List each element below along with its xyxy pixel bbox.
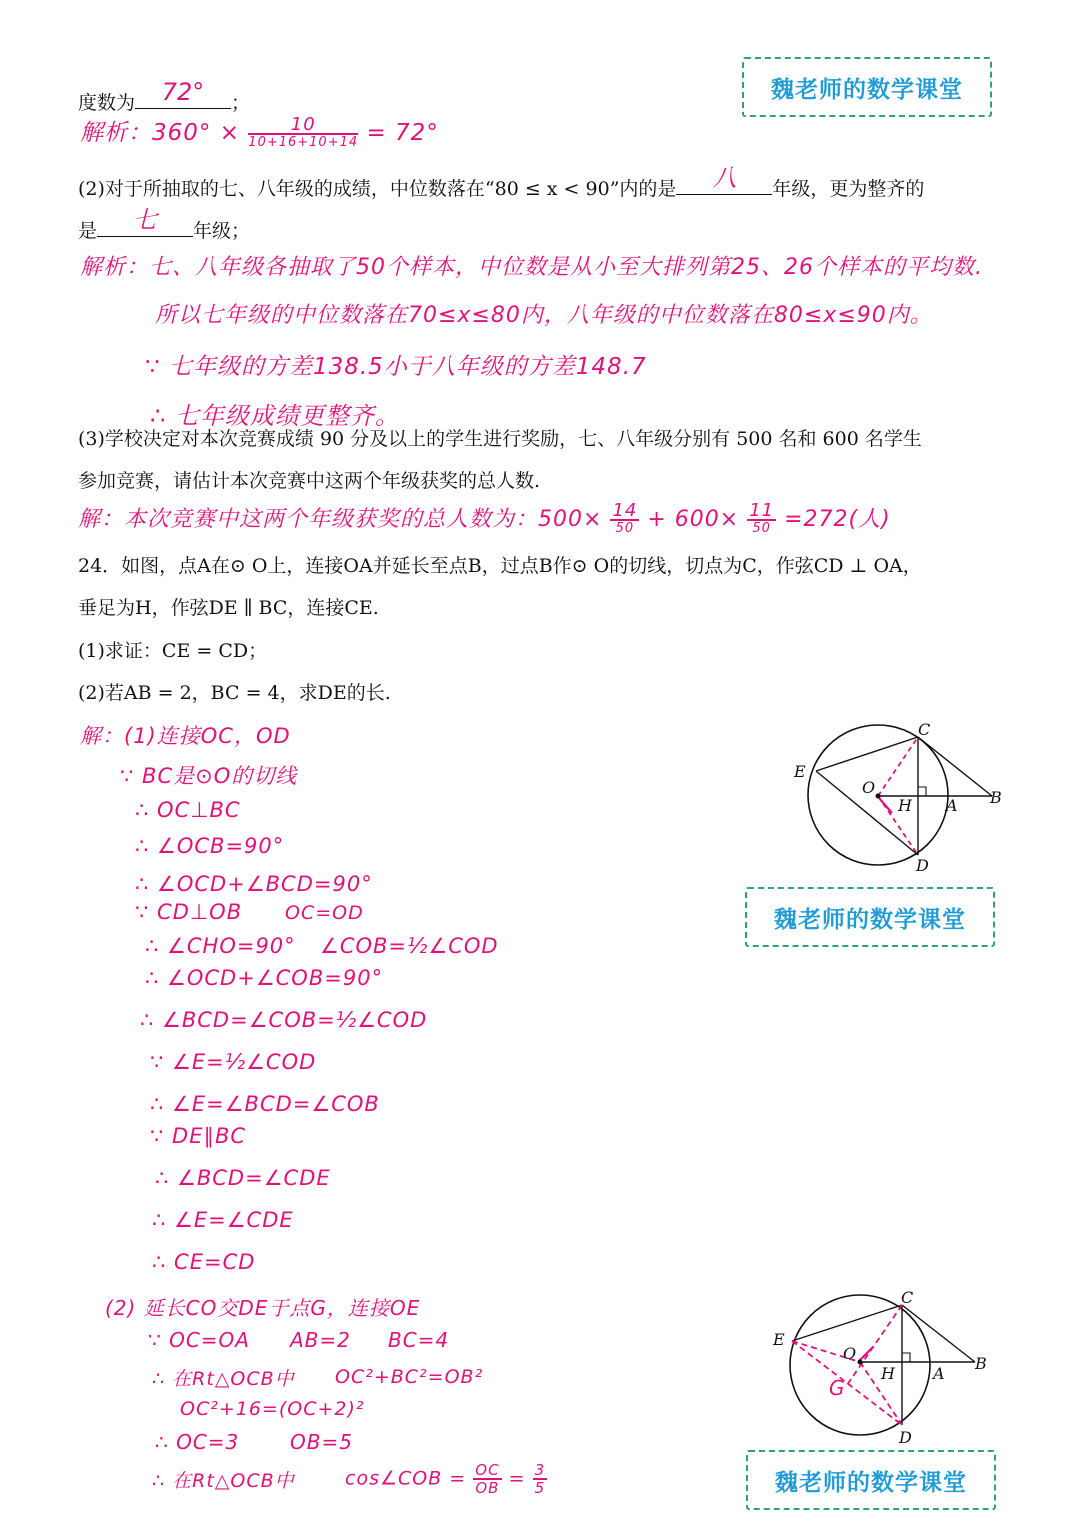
q2-line1-prefix: (2)对于所抽取的七、八年级的成绩，中位数落在“80 ≤ x < 90”内的是 <box>78 178 677 200</box>
q24-solution-line: ∴ 在Rt△OCB中 <box>152 1368 295 1390</box>
q3-line1: (3)学校决定对本次竞赛成绩 90 分及以上的学生进行奖励，七、八年级分别有 500 名和 600 名学生 <box>78 428 922 450</box>
q24-solution-line: ∵ DE∥BC <box>150 1124 247 1148</box>
q3-solution <box>78 502 891 537</box>
cos-fraction-value <box>533 1462 548 1496</box>
q24-solution-line: 解：(1)连接OC，OD <box>80 724 291 748</box>
q24-solution-line: OB=5 <box>290 1430 353 1454</box>
watermark-stamp: 魏老师的数学课堂 <box>745 887 995 947</box>
q3-fraction-2 <box>747 500 776 537</box>
label-d: D <box>916 856 929 875</box>
q3-fraction-1 <box>610 500 639 537</box>
equals-sign: = <box>508 1467 526 1490</box>
label-c: C <box>901 1288 914 1307</box>
q24-solution-line: (2) 延长CO交DE于点G，连接OE <box>105 1296 421 1320</box>
label-e: E <box>794 762 806 781</box>
q3-fraction-2-den: 50 <box>752 521 771 536</box>
q24-line2: 垂足为H，作弦DE ∥ BC，连接CE. <box>78 597 379 619</box>
segment-cb <box>918 737 992 796</box>
watermark-stamp: 魏老师的数学课堂 <box>742 57 992 117</box>
q24-solution-line: ∴ CE=CD <box>152 1250 256 1274</box>
cos-label: cos∠COB = <box>345 1467 467 1490</box>
q3-solution-mid: + 600× <box>647 507 740 532</box>
arrow-mark <box>879 798 892 813</box>
watermark-stamp: 魏老师的数学课堂 <box>746 1450 996 1510</box>
q2-line2-suffix: 年级； <box>193 220 251 242</box>
label-c: C <box>918 720 931 739</box>
q2-answer1: 八 <box>712 164 737 192</box>
q24-solution-line: OC²+16=(OC+2)² <box>180 1398 365 1420</box>
geometry-figure-1 <box>780 715 1050 880</box>
q1-tail-line <box>78 78 251 117</box>
q24-part2: (2)若AB = 2，BC = 4，求DE的长. <box>78 682 391 704</box>
q2-solution-line: ∵ 七年级的方差138.5小于八年级的方差148.7 <box>145 354 647 380</box>
label-a: A <box>946 796 958 815</box>
q2-solution-line: 所以七年级的中位数落在70≤x≤80内，八年级的中位数落在80≤x≤90内。 <box>155 303 933 328</box>
q24-solution-line: ∵ BC是⊙O的切线 <box>120 764 298 788</box>
q24-solution-line: ∴ ∠OCD+∠COB=90° <box>145 966 384 990</box>
cos-fraction-den: OB <box>475 1479 500 1497</box>
label-o: O <box>843 1344 857 1363</box>
q1-tail-suffix: ； <box>231 92 251 114</box>
q24-cos-expression <box>345 1462 547 1496</box>
q2-line1-suffix: 年级，更为整齐的 <box>772 178 925 200</box>
q3-fraction-2-num: 11 <box>749 500 775 521</box>
right-angle-mark <box>918 787 926 796</box>
q1-tail-prefix: 度数为 <box>78 92 136 114</box>
q24-solution-line: ∵ OC=OA <box>148 1328 250 1352</box>
q24-solution-line: BC=4 <box>388 1328 450 1352</box>
label-b: B <box>990 788 1002 807</box>
segment-cb <box>902 1305 975 1362</box>
q24-solution-line: ∵ ∠E=½∠COD <box>150 1050 317 1074</box>
q24-solution-line: ∴ ∠E=∠CDE <box>152 1208 294 1232</box>
q24-solution-line: ∵ CD⊥OB <box>135 900 243 924</box>
q24-solution-line: ∴ ∠E=∠BCD=∠COB <box>150 1092 380 1116</box>
right-angle-mark <box>902 1353 910 1362</box>
q24-part1: (1)求证：CE = CD； <box>78 640 268 662</box>
q2-solution-line: ∴ 七年级成绩更整齐。 <box>150 402 400 430</box>
q24-solution-line: ∴ ∠OCD+∠BCD=90° <box>135 872 373 896</box>
q1-solution-lead: 解析：360° × <box>80 120 240 146</box>
segment-ec <box>792 1305 902 1341</box>
q1-answer-blank <box>135 78 231 109</box>
dashed-oc <box>878 737 918 796</box>
q24-solution-line: OC²+BC²=OB² <box>335 1366 484 1388</box>
q2-solution-line: 解析：七、八年级各抽取了50个样本，中位数是从小至大排列第25、26个样本的平均数. <box>80 255 983 280</box>
q1-fraction-den: 10+16+10+14 <box>248 134 359 150</box>
label-b: B <box>975 1354 987 1373</box>
label-h: H <box>881 1364 895 1383</box>
q24-solution-line: ∴ OC=3 <box>155 1430 240 1454</box>
q24-solution-line: ∴ ∠CHO=90° <box>145 934 296 958</box>
q1-answer: 72° <box>161 78 205 106</box>
center-point <box>858 1360 863 1365</box>
q2-line1 <box>78 164 925 203</box>
q24-solution-line: ∴ ∠OCB=90° <box>135 834 285 858</box>
q2-answer2-blank <box>97 206 193 237</box>
q2-answer2: 七 <box>133 206 158 234</box>
q24-solution-line: OC=OD <box>285 902 364 924</box>
q24-line1: 24．如图，点A在⊙ O上，连接OA并延长至点B，过点B作⊙ O的切线，切点为C，作弦CD ⊥ OA， <box>78 555 922 577</box>
q24-solution-line: ∠COB=½∠COD <box>320 934 499 958</box>
q3-fraction-1-num: 14 <box>612 500 638 521</box>
q3-fraction-1-den: 50 <box>615 521 635 536</box>
q2-line2-prefix: 是 <box>78 220 98 242</box>
q24-solution-line: ∴ OC⊥BC <box>135 798 241 822</box>
q1-fraction-num: 10 <box>248 117 358 135</box>
cos-fraction-num: OC <box>475 1461 500 1479</box>
q2-line2 <box>78 206 251 245</box>
q1-solution <box>80 114 439 151</box>
q3-solution-result: =272(人) <box>784 507 891 532</box>
geometry-figure-2 <box>765 1285 1045 1450</box>
label-g: G <box>829 1376 845 1400</box>
center-point <box>876 794 881 799</box>
q24-solution-line: ∴ 在Rt△OCB中 <box>152 1470 295 1492</box>
q24-solution-line: ∴ ∠BCD=∠CDE <box>155 1166 331 1190</box>
label-a: A <box>933 1364 945 1383</box>
label-h: H <box>898 796 912 815</box>
q1-fraction <box>248 113 359 151</box>
q24-solution-line: ∴ ∠BCD=∠COB=½∠COD <box>140 1008 428 1032</box>
label-e: E <box>773 1330 785 1349</box>
label-o: O <box>862 778 876 797</box>
q3-solution-lead: 解：本次竞赛中这两个年级获奖的总人数为：500× <box>78 507 603 532</box>
cos-value-num: 3 <box>534 1461 546 1479</box>
q3-line2: 参加竞赛，请估计本次竞赛中这两个年级获奖的总人数. <box>78 470 541 492</box>
label-d: D <box>899 1428 912 1447</box>
cos-value-den: 5 <box>534 1479 546 1497</box>
q1-solution-result: = 72° <box>366 120 439 146</box>
q2-answer1-blank <box>676 164 772 195</box>
q24-solution-line: AB=2 <box>290 1328 351 1352</box>
cos-fraction-oc-ob <box>473 1462 501 1496</box>
